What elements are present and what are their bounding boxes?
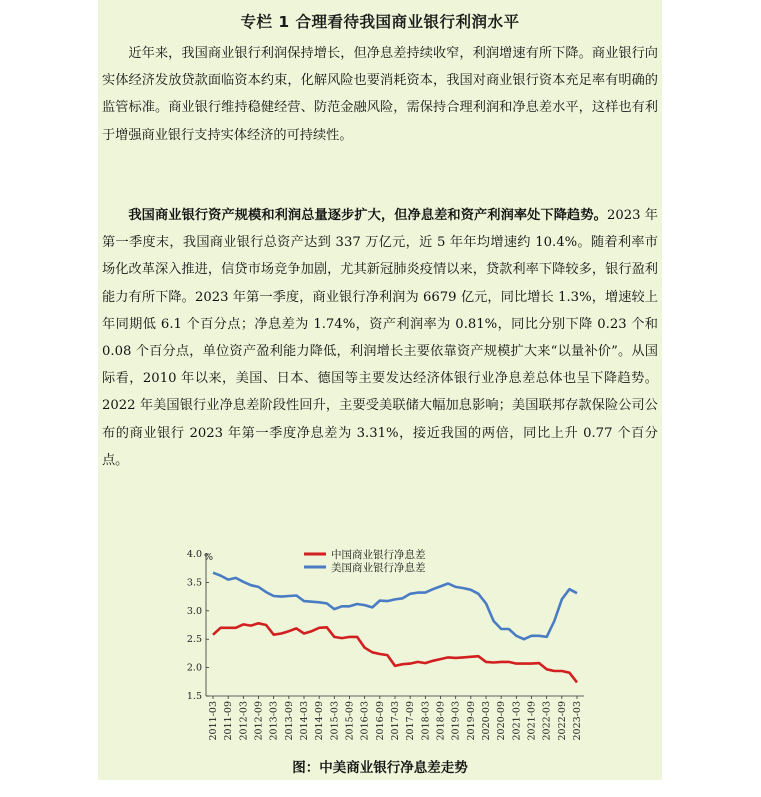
- x-tick-label: 2011-09: [223, 701, 235, 741]
- x-tick-label: 2023-03: [572, 701, 583, 741]
- x-tick-label: 2021-09: [526, 701, 538, 741]
- y-tick-label: 3.0: [186, 605, 202, 617]
- paragraph-body: 2023 年第一季度末，我国商业银行总资产达到 337 万亿元，近 5 年年均增速约 10.4%。随着利率市场化改革深入推进，信贷市场竞争加剧，尤其新冠肺炎疫情以来，贷款利率下降较多，银行盈利能力有所下降。2023 年第一季度，商业银行净利润为 6679 亿元，同比增长 1.3%，增速较上年同期低 6.1 个百分点；净息差为 1.74%，资产利润率为 0.81%，同比分别下降 0.23 个和 0.08 个百分点，单位资产盈利能力降低，利润增长主要依靠资产规模扩大来“以量补价”。从国际看，2010 年以来，美国、日本、德国等主要发达经济体银行业净息差总体也呈下降趋势。2022 年美国银行业净息差阶段性回升，主要受美联储大幅加息影响；美国联邦存款保险公司公布的商业银行 2023 年第一季度净息差为 3.31%，接近我国的两倍，同比上升 0.77 个百分点。: [102, 208, 658, 468]
- figure-caption: 图：中美商业银行净息差走势: [292, 760, 468, 776]
- y-tick-label: 3.5: [186, 577, 202, 589]
- x-tick-label: 2016-03: [359, 701, 371, 741]
- x-tick-label: 2017-09: [405, 701, 417, 741]
- x-tick-label: 2015-09: [344, 701, 356, 741]
- x-tick-label: 2022-03: [541, 701, 553, 741]
- x-axis: [206, 696, 584, 740]
- x-tick-label: 2014-03: [299, 701, 310, 741]
- chart-legend: [304, 548, 426, 574]
- x-tick-label: 2012-09: [253, 701, 265, 741]
- box-title: 专栏 1 合理看待我国商业银行利润水平: [240, 13, 520, 31]
- x-tick-label: 2018-03: [420, 701, 432, 741]
- y-tick-label: 2.0: [186, 662, 202, 674]
- legend-label-us: 美国商业银行净息差: [331, 562, 426, 574]
- x-tick-label: 2016-09: [374, 701, 386, 741]
- x-tick-label: 2013-09: [283, 701, 295, 741]
- chart-series: [213, 573, 577, 683]
- series-line-china: [213, 623, 577, 682]
- paragraph-analysis: [102, 202, 658, 474]
- box-panel: [98, 0, 662, 780]
- x-tick-label: 2017-03: [390, 701, 401, 741]
- x-tick-label: 2022-09: [556, 701, 568, 741]
- x-tick-label: 2013-03: [268, 701, 280, 741]
- series-line-us: [213, 573, 577, 640]
- legend-label-china: 中国商业银行净息差: [331, 549, 426, 561]
- x-tick-label: 2012-03: [238, 701, 250, 741]
- x-tick-label: 2011-03: [208, 701, 219, 741]
- paragraph-lead: 我国商业银行资产规模和利润总量逐步扩大，但净息差和资产利润率处下降趋势。: [128, 208, 607, 223]
- x-tick-label: 2014-09: [314, 701, 326, 741]
- x-tick-label: 2021-03: [511, 701, 523, 741]
- x-tick-label: 2018-09: [435, 701, 447, 741]
- y-tick-label: 1.5: [186, 691, 202, 702]
- y-axis-unit: %: [204, 552, 214, 563]
- y-axis: [187, 549, 209, 702]
- paragraph-intro: 近年来，我国商业银行利润保持增长，但净息差持续收窄，利润增速有所下降。商业银行向实体经济发放贷款面临资本约束，化解风险也要消耗资本，我国对商业银行资本充足率有明确的监管标准。商业银行维持稳健经营、防范金融风险，需保持合理利润和净息差水平，这样也有利于增强商业银行支持实体经济的可持续性。: [102, 46, 658, 143]
- x-tick-label: 2020-09: [496, 701, 508, 741]
- x-tick-label: 2015-03: [329, 701, 341, 741]
- y-tick-label: 2.5: [186, 634, 202, 646]
- x-tick-label: 2019-03: [450, 701, 462, 741]
- x-tick-label: 2019-09: [465, 701, 477, 741]
- y-tick-label: 4.0: [186, 549, 202, 560]
- x-tick-label: 2020-03: [481, 701, 492, 741]
- nim-line-chart: [186, 540, 594, 750]
